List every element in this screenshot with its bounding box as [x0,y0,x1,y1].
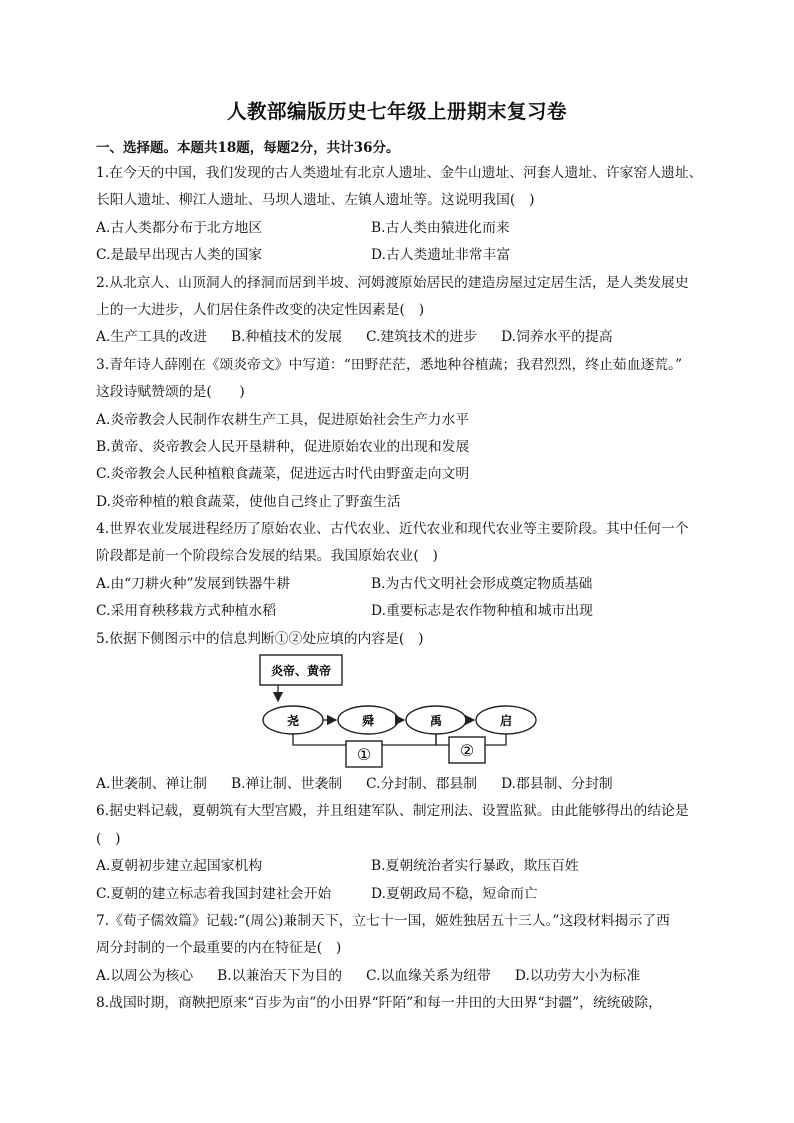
option-d[interactable]: D.重要标志是农作物种植和城市出现 [371,603,593,620]
question-4-options-2 [96,598,701,625]
option-b[interactable]: B.古人类由猿进化而来 [371,219,510,236]
option-a[interactable]: A.古人类都分布于北方地区 [96,219,263,236]
question-1-line-1: 1.在今天的中国，我们发现的古人类遗址有北京人遗址、金牛山遗址、河套人遗址、许家窑人遗址、 [96,165,703,181]
question-4-line-2: 阶段都是前一个阶段综合发展的结果。我国原始农业( ) [96,548,438,565]
node-qi-label: 启 [499,714,513,729]
node-yu-label: 禹 [429,714,443,729]
option-b[interactable]: B.种植技术的发展 [230,329,343,346]
question-6-line-2: ( ) [96,830,121,847]
question-2-line-2: 上的一大进步，人们居住条件改变的决定性因素是( ) [96,301,425,318]
option-c[interactable]: C.分封制、郡县制 [366,776,478,793]
option-b[interactable]: B.黄帝、炎帝教会人民开垦耕种，促进原始农业的出现和发展 [96,438,470,455]
diagram-svg [96,653,701,771]
question-6-options-2 [96,881,701,908]
top-box-label: 炎帝、黄帝 [270,664,332,679]
option-b[interactable]: B.夏朝统治者实行暴政，欺压百姓 [371,858,579,875]
option-a[interactable]: A.夏朝初步建立起国家机构 [96,858,263,875]
question-1-options [96,215,701,242]
option-d[interactable]: D.郡县制、分封制 [501,776,613,793]
option-b[interactable]: B.为古代文明社会形成奠定物质基础 [371,575,593,592]
option-a[interactable]: A.以周公为核心 [96,967,194,984]
option-d[interactable]: D.饲养水平的提高 [501,329,613,346]
option-b[interactable]: B.以兼治天下为目的 [217,967,343,984]
option-b[interactable]: B.禅让制、世袭制 [230,776,343,793]
option-d[interactable]: D.古人类遗址非常丰富 [371,247,511,264]
question-5-line-1: 5.依据下侧图示中的信息判断①②处应填的内容是( ) [96,630,424,647]
option-c[interactable]: C.采用育秧移栽方式种植水稻 [96,603,277,620]
page-title: 人教部编版历史七年级上册期末复习卷 [226,100,567,123]
question-8-line-1: 8.战国时期，商鞅把原来“百步为亩”的小田界“阡陌”和每一井田的大田界“封疆”，统统破除， [96,995,662,1012]
question-6-options [96,853,701,880]
node-shun-label: 舜 [361,714,375,729]
option-a[interactable]: A.炎帝教会人民制作农耕生产工具，促进原始社会生产力水平 [96,411,470,428]
option-a[interactable]: A.世袭制、禅让制 [96,776,207,793]
question-1-line-2: 长阳人遗址、柳江人遗址、马坝人遗址、左镇人遗址等。这说明我国( ) [96,192,535,209]
question-7-line-1: 7.《荀子儒效篇》记载:“(周公)兼制天下，立七十一国，姬姓独居五十三人。”这段材料揭示了西 [96,912,670,929]
option-d[interactable]: D.夏朝政局不稳，短命而亡 [371,885,538,902]
option-c[interactable]: C.是最早出现古人类的国家 [96,247,263,264]
option-d[interactable]: D.以功劳大小为标准 [514,967,641,984]
question-1-options-2 [96,242,701,269]
section-heading: 一、选择题。本题共18题，每题2分，共计36分。 [96,140,400,156]
question-7-line-2: 周分封制的一个最重要的内在特征是( ) [96,940,342,957]
question-4-options [96,571,701,598]
question-3-line-1: 3.青年诗人薛刚在《颂炎帝文》中写道：“田野茫茫，悉地种谷植蔬；我君烈烈，终止茹血逐荒。” [96,356,683,373]
question-6-line-1: 6.据史料记载，夏朝筑有大型宫殿，并且组建军队、制定刑法、设置监狱。由此能够得出的结论是 [96,803,689,820]
question-5-options [96,771,701,798]
question-2-line-1: 2.从北京人、山顶洞人的择洞而居到半坡、河姆渡原始居民的建造房屋过定居生活，是人类发展史 [96,274,689,291]
succession-diagram [96,653,701,771]
option-c[interactable]: C.炎帝教会人民种植粮食蔬菜，促进远古时代由野蛮走向文明 [96,466,470,483]
node-yao-label: 尧 [286,714,300,729]
option-d[interactable]: D.炎帝种植的粮食蔬菜，使他自己终止了野蛮生活 [96,493,401,510]
option-c[interactable]: C.建筑技术的进步 [366,329,478,346]
option-c[interactable]: C.以血缘关系为纽带 [366,967,491,984]
question-2-options [96,324,701,351]
option-a[interactable]: A.由“刀耕火种”发展到铁器牛耕 [96,575,291,592]
option-a[interactable]: A.生产工具的改进 [96,329,207,346]
question-3-line-2: 这段诗赋赞颂的是( ) [96,384,245,401]
marker-2: ② [459,741,475,761]
questions [96,160,701,1018]
question-4-line-1: 4.世界农业发展进程经历了原始农业、古代农业、近代农业和现代农业等主要阶段。其中任何一个 [96,521,689,538]
marker-1: ① [356,745,372,765]
question-7-options [96,963,701,990]
option-c[interactable]: C.夏朝的建立标志着我国封建社会开始 [96,885,332,902]
